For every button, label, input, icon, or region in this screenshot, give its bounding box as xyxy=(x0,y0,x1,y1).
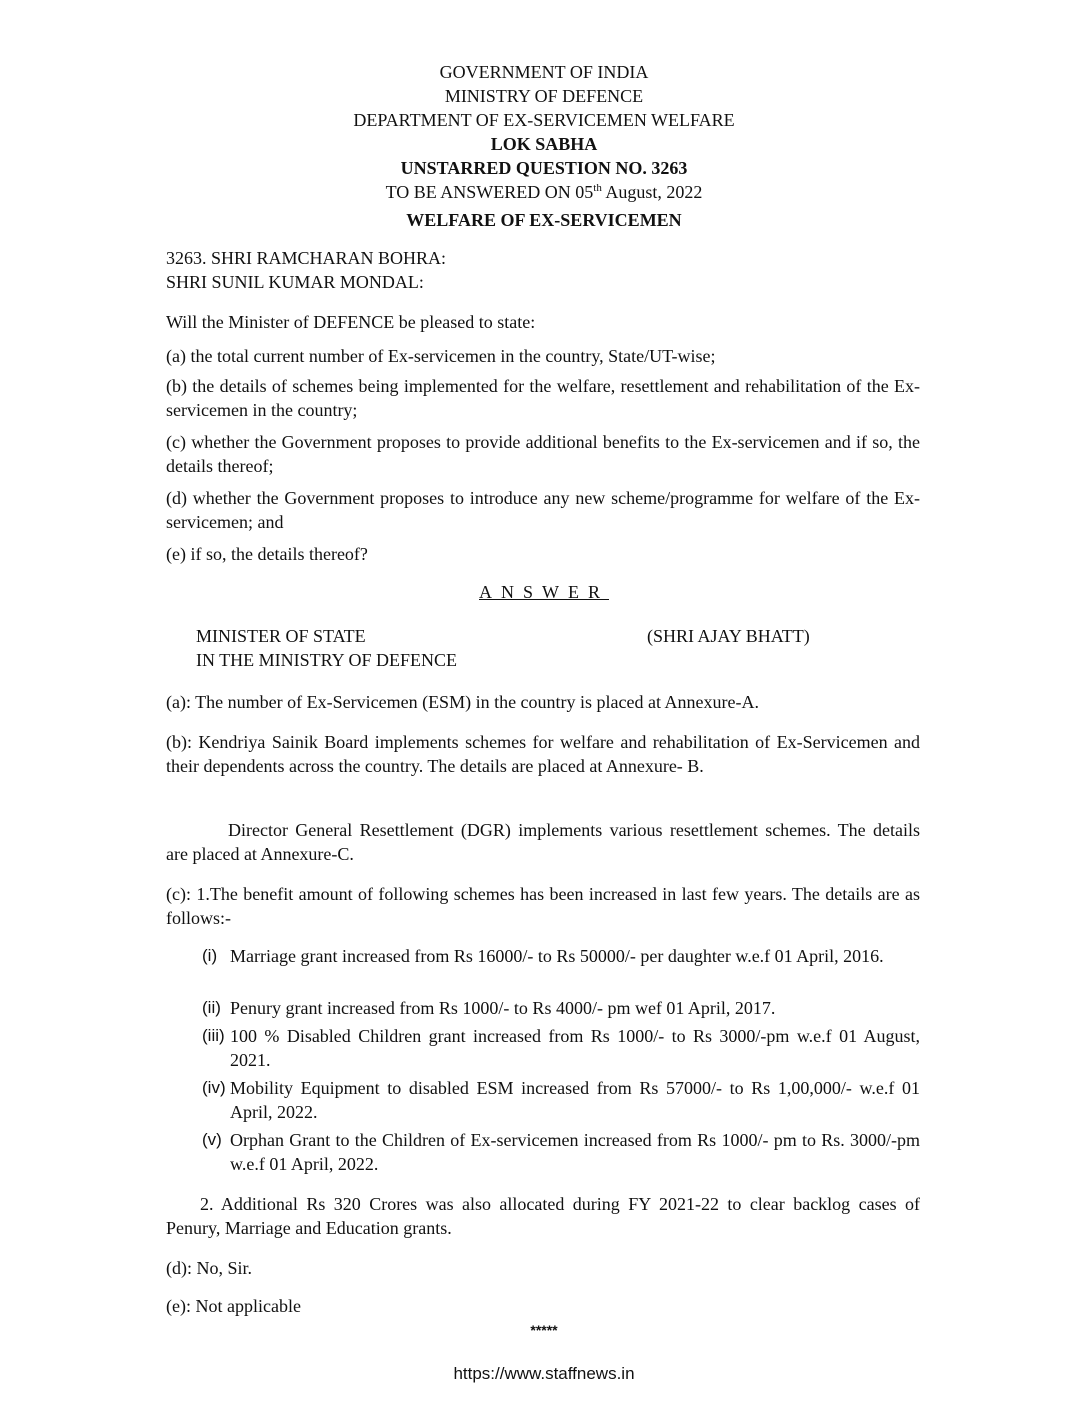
answer-b: (b): Kendriya Sainik Board implements schemes for welfare and rehabilitation of Ex-Servicemen and their dependents across the country. The details are placed at Annexure- B. xyxy=(166,732,920,776)
question-b: (b) the details of schemes being implemented for the welfare, resettlement and rehabilitation of the Ex-servicemen in the country; xyxy=(166,376,920,420)
benefit-item-number: (iii) xyxy=(202,1026,225,1045)
question-a: (a) the total current number of Ex-servicemen in the country, State/UT-wise; xyxy=(166,346,716,366)
minister-designation: MINISTER OF STATE IN THE MINISTRY OF DEFENCE xyxy=(196,626,458,670)
header-house: LOK SABHA xyxy=(490,134,598,154)
benefit-item xyxy=(202,1076,920,1124)
benefit-item-text: Mobility Equipment to disabled ESM increased from Rs 57000/- to Rs 1,00,000/- w.e.f 01 April, 2022. xyxy=(230,1078,920,1122)
footer-url: https://www.staffnews.in xyxy=(453,1364,635,1383)
benefit-item-text: 100 % Disabled Children grant increased from Rs 1000/- to Rs 3000/-pm w.e.f 01 August, 2021. xyxy=(230,1026,920,1070)
benefit-item xyxy=(202,996,920,1020)
benefit-item-text: Orphan Grant to the Children of Ex-servicemen increased from Rs 1000/- pm to Rs. 3000/-pm w.e.f 01 April, 2022. xyxy=(230,1130,920,1174)
question-d: (d) whether the Government proposes to introduce any new scheme/programme for welfare of the Ex-servicemen; and xyxy=(166,488,920,532)
answer-b-dgr: Director General Resettlement (DGR) implements various resettlement schemes. The details are placed at Annexure-C. xyxy=(166,820,920,864)
subject-title: WELFARE OF EX-SERVICEMEN xyxy=(406,210,682,230)
header-question-number: UNSTARRED QUESTION NO. 3263 xyxy=(400,158,688,178)
answer-c-additional: 2. Additional Rs 320 Crores was also allocated during FY 2021-22 to clear backlog cases of Penury, Marriage and Education grants. xyxy=(166,1194,920,1238)
benefit-item-number: (iv) xyxy=(202,1078,226,1097)
end-marker: ***** xyxy=(530,1322,558,1338)
document-header xyxy=(0,60,1088,204)
answer-c-intro: (c): 1.The benefit amount of following schemes has been increased in last few years. The details are as follows:- xyxy=(166,884,920,928)
header-government: GOVERNMENT OF INDIA xyxy=(439,62,649,82)
benefit-item xyxy=(202,1024,920,1072)
benefit-item-number: (ii) xyxy=(202,998,221,1017)
minister-name: (SHRI AJAY BHATT) xyxy=(647,626,810,646)
asker-2: SHRI SUNIL KUMAR MONDAL: xyxy=(166,272,424,292)
benefit-item-number: (i) xyxy=(202,946,218,965)
question-e: (e) if so, the details thereof? xyxy=(166,544,368,564)
benefit-item xyxy=(202,1128,920,1176)
askers xyxy=(166,246,920,294)
answer-e: (e): Not applicable xyxy=(166,1296,301,1316)
asker-1: 3263. SHRI RAMCHARAN BOHRA: xyxy=(166,248,447,268)
benefit-item-number: (v) xyxy=(202,1130,222,1149)
header-answer-date: TO BE ANSWERED ON 05th August, 2022 xyxy=(385,182,703,202)
header-department: DEPARTMENT OF EX-SERVICEMEN WELFARE xyxy=(353,110,735,130)
answer-d: (d): No, Sir. xyxy=(166,1258,253,1278)
question-c: (c) whether the Government proposes to provide additional benefits to the Ex-servicemen and if so, the details thereof; xyxy=(166,432,920,476)
question-intro: Will the Minister of DEFENCE be pleased to state: xyxy=(166,312,536,332)
answer-a: (a): The number of Ex-Servicemen (ESM) in the country is placed at Annexure-A. xyxy=(166,692,759,712)
benefit-item-text: Penury grant increased from Rs 1000/- to Rs 4000/- pm wef 01 April, 2017. xyxy=(230,998,776,1018)
header-ministry: MINISTRY OF DEFENCE xyxy=(444,86,644,106)
benefit-item xyxy=(202,944,920,968)
benefit-item-text: Marriage grant increased from Rs 16000/- to Rs 50000/- per daughter w.e.f 01 April, 2016. xyxy=(230,946,884,966)
answer-heading: ANSWER xyxy=(479,582,609,602)
